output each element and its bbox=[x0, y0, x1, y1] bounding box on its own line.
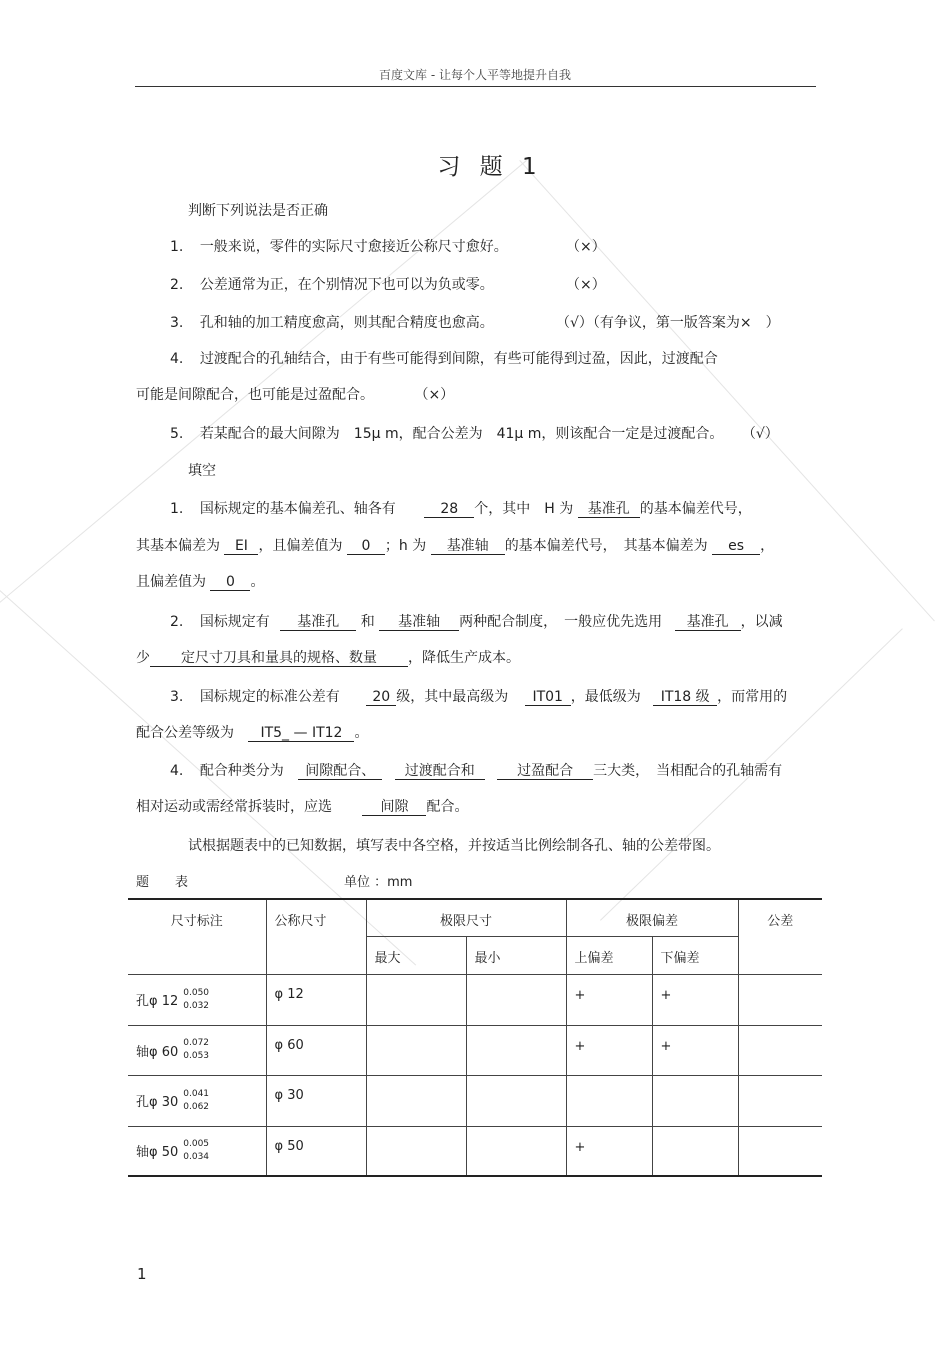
blank: 间隙配合、 bbox=[298, 763, 382, 780]
judge-answer-3: （√）（有争议，第一版答案为× ） bbox=[556, 315, 780, 331]
judge-answer-4: （×） bbox=[414, 387, 455, 403]
judge-answer-5: （√） bbox=[741, 426, 779, 442]
judge-item-2: 2. 公差通常为正，在个别情况下也可以为负或零。 bbox=[170, 277, 494, 293]
blank: 定尺寸刀具和量具的规格、数量 bbox=[150, 650, 408, 667]
blank: 基准孔 bbox=[578, 501, 640, 518]
table-row bbox=[128, 974, 822, 1025]
tolerance-table bbox=[128, 898, 822, 1177]
tol-lower: 0.034 bbox=[183, 1151, 210, 1162]
lower-cell: + bbox=[652, 974, 738, 1025]
header-upper: 上偏差 bbox=[566, 936, 652, 974]
blank: 过盈配合 bbox=[497, 763, 593, 780]
blank: EI bbox=[224, 538, 258, 555]
header-nominal: 公称尺寸 bbox=[266, 899, 366, 974]
section-2-heading: 填空 bbox=[188, 463, 216, 479]
blank: 0 bbox=[347, 538, 385, 555]
judge-item-5: 5. 若某配合的最大间隙为 15μ m，配合公差为 41μ m，则该配合一定是过渡配合。 （√） bbox=[170, 426, 779, 442]
blank: 28 bbox=[424, 501, 474, 518]
fill-q2-line2: 少 定尺寸刀具和量具的规格、数量 ，降低生产成本。 bbox=[136, 650, 520, 666]
blank: 基准孔 bbox=[675, 614, 741, 631]
section-3-intro: 试根据题表中的已知数据，填写表中各空格，并按适当比例绘制各孔、轴的公差带图。 bbox=[188, 838, 720, 854]
table-row bbox=[128, 1075, 822, 1126]
spec-label: 轴φ 50 bbox=[136, 1145, 179, 1161]
blank: 20 bbox=[366, 689, 396, 706]
spec-label: 孔φ 30 bbox=[136, 1095, 179, 1110]
blank: 过渡配合和 bbox=[395, 763, 485, 780]
header-spec: 尺寸标注 bbox=[128, 899, 266, 974]
spec-label: 轴φ 60 bbox=[136, 1044, 179, 1060]
table-row bbox=[128, 1126, 822, 1176]
max-cell bbox=[366, 1126, 466, 1176]
fill-q1-line2: 其基本偏差为 EI ，且偏差值为 0 ；h 为 基准轴 的基本偏差代号， 其基本偏差为 es ， bbox=[136, 538, 775, 554]
header-min: 最小 bbox=[466, 936, 566, 974]
blank: 基准轴 bbox=[379, 614, 459, 631]
judge-answer-2: （×） bbox=[566, 277, 606, 293]
tol-upper: 0.050 bbox=[183, 987, 210, 998]
judge-item-4: 4. 过渡配合的孔轴结合，由于有些可能得到间隙，有些可能得到过盈，因此，过渡配合 bbox=[170, 351, 718, 367]
table-row bbox=[128, 1025, 822, 1075]
lower-cell bbox=[652, 1075, 738, 1126]
tolerance-cell bbox=[738, 1126, 822, 1176]
judge-answer-1: （×） bbox=[566, 239, 606, 255]
fill-q1-line3: 且偏差值为 0 。 bbox=[136, 574, 265, 590]
judge-item-3: 3. 孔和轴的加工精度愈高，则其配合精度也愈高。 bbox=[170, 315, 494, 331]
table-unit: 单位 ：mm bbox=[344, 875, 413, 890]
fill-q3-line2: 配合公差等级为 IT5_ — IT12 。 bbox=[136, 725, 369, 741]
blank: 基准孔 bbox=[280, 614, 356, 631]
header-limits: 极限尺寸 bbox=[366, 899, 566, 936]
tol-upper: 0.041 bbox=[183, 1088, 210, 1099]
max-cell bbox=[366, 974, 466, 1025]
blank: 基准轴 bbox=[431, 538, 505, 555]
section-1-heading: 判断下列说法是否正确 bbox=[188, 203, 328, 219]
blank: 间隙 bbox=[362, 799, 426, 816]
blank: IT5_ — IT12 bbox=[248, 725, 354, 742]
lower-cell: + bbox=[652, 1025, 738, 1075]
nominal-cell: φ 12 bbox=[266, 974, 366, 1025]
upper-cell: + bbox=[566, 1126, 652, 1176]
upper-cell bbox=[566, 1075, 652, 1126]
judge-item-4-cont: 可能是间隙配合，也可能是过盈配合。 （×） bbox=[136, 387, 455, 403]
min-cell bbox=[466, 1126, 566, 1176]
min-cell bbox=[466, 1075, 566, 1126]
table-caption: 题 表 bbox=[136, 875, 189, 890]
header-max: 最大 bbox=[366, 936, 466, 974]
fill-q4-line1: 4. 配合种类分为 间隙配合、 过渡配合和 过盈配合 三大类， 当相配合的孔轴需有 bbox=[170, 763, 783, 779]
min-cell bbox=[466, 1025, 566, 1075]
nominal-cell: φ 60 bbox=[266, 1025, 366, 1075]
fill-q2-line1: 2. 国标规定有 基准孔 和 基准轴 两种配合制度， 一般应优先选用 基准孔 ，以减 bbox=[170, 614, 783, 630]
fill-q3-line1: 3. 国标规定的标准公差有 20 级，其中最高级为 IT01 ，最低级为 IT18 级 ，而常用的 bbox=[170, 689, 788, 705]
tolerance-cell bbox=[738, 1025, 822, 1075]
page-header: 百度文库 - 让每个人平等地提升自我 bbox=[379, 68, 571, 82]
max-cell bbox=[366, 1025, 466, 1075]
page-number: 1 bbox=[137, 1265, 147, 1283]
header-divider bbox=[135, 86, 816, 87]
tol-lower: 0.053 bbox=[183, 1051, 210, 1061]
upper-cell: + bbox=[566, 1025, 652, 1075]
tol-lower: 0.032 bbox=[183, 1000, 210, 1011]
judge-item-1: 1. 一般来说，零件的实际尺寸愈接近公称尺寸愈好。 bbox=[170, 239, 508, 255]
blank: IT18 级 bbox=[653, 689, 717, 706]
nominal-cell: φ 50 bbox=[266, 1126, 366, 1176]
spec-label: 孔φ 12 bbox=[136, 994, 179, 1009]
page-title: 习 题 1 bbox=[437, 154, 543, 180]
header-deviation: 极限偏差 bbox=[566, 899, 738, 936]
nominal-cell: φ 30 bbox=[266, 1075, 366, 1126]
tol-upper: 0.005 bbox=[183, 1138, 210, 1149]
min-cell bbox=[466, 974, 566, 1025]
tol-lower: 0.062 bbox=[183, 1101, 210, 1112]
fill-q1-line1: 1. 国标规定的基本偏差孔、轴各有 28 个，其中 H 为 基准孔 的基本偏差代号， bbox=[170, 501, 752, 517]
upper-cell: + bbox=[566, 974, 652, 1025]
tol-upper: 0.072 bbox=[183, 1038, 210, 1048]
lower-cell bbox=[652, 1126, 738, 1176]
tolerance-cell bbox=[738, 974, 822, 1025]
header-tolerance: 公差 bbox=[738, 899, 822, 974]
tolerance-cell bbox=[738, 1075, 822, 1126]
blank: 0 bbox=[210, 574, 250, 591]
blank: es bbox=[712, 538, 760, 555]
header-lower: 下偏差 bbox=[652, 936, 738, 974]
fill-q4-line2: 相对运动或需经常拆装时，应选 间隙 配合。 bbox=[136, 799, 469, 815]
max-cell bbox=[366, 1075, 466, 1126]
blank: IT01 bbox=[525, 689, 571, 706]
